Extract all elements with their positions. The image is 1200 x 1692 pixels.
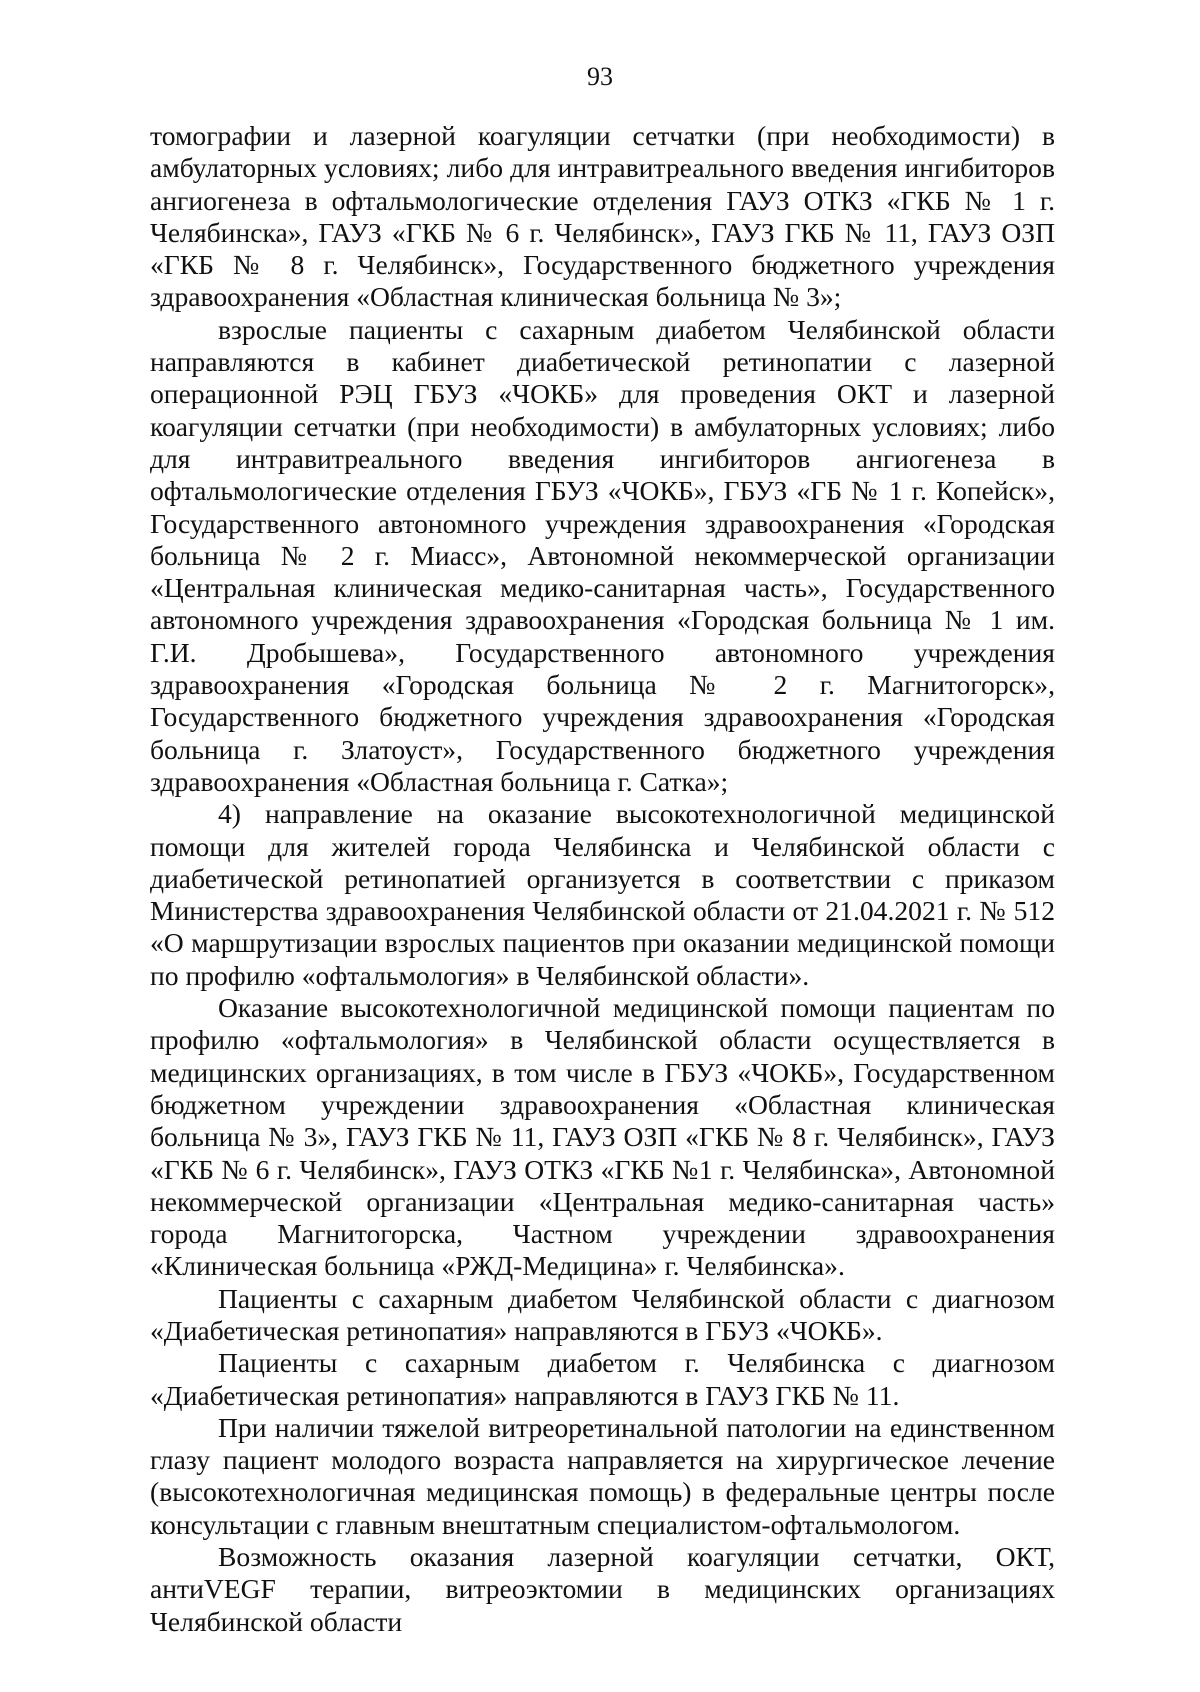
paragraph-continuation: томографии и лазерной коагуляции сетчатки (при необходимости) в амбулаторных условиях; либо для интравитреального введения ингибиторов ангиогенеза в офтальмологические отделения ГАУЗ ОТКЗ «ГКБ № 1 г. Челябинска», ГАУЗ «ГКБ № 6 г. Челябинск», ГАУЗ ГКБ № 11, ГАУЗ ОЗП «ГКБ № 8 г. Челябинск», Государственного бюджетного учреждения здравоохранения «Областная клиническая больница № 3»; [150, 120, 1055, 313]
paragraph: Возможность оказания лазерной коагуляции сетчатки, ОКТ, антиVEGF терапии, витреоэктомии в медицинских организациях Челябинской области [150, 1541, 1055, 1637]
paragraph: Оказание высокотехнологичной медицинской помощи пациентам по профилю «офтальмология» в Челябинской области осуществляется в медицинских организациях, в том числе в ГБУЗ «ЧОКБ», Государственном бюджетном учреждении здравоохранения «Областная клиническая больница № 3», ГАУЗ ГКБ № 11, ГАУЗ ОЗП «ГКБ № 8 г. Челябинск», ГАУЗ «ГКБ № 6 г. Челябинск», ГАУЗ ОТКЗ «ГКБ №1 г. Челябинска», Автономной некоммерческой организации «Центральная медико-санитарная часть» города Магнитогорска, Частном учреждении здравоохранения «Клиническая больница «РЖД-Медицина» г. Челябинска». [150, 992, 1055, 1282]
page-number: 93 [587, 62, 613, 91]
document-body [150, 120, 1055, 1638]
paragraph: При наличии тяжелой витреоретинальной патологии на единственном глазу пациент молодого возраста направляется на хирургическое лечение (высокотехнологичная медицинская помощь) в федеральные центры после консультации с главным внештатным специалистом-офтальмологом. [150, 1411, 1055, 1540]
paragraph: 4) направление на оказание высокотехнологичной медицинской помощи для жителей города Челябинска и Челябинской области с диабетической ретинопатией организуется в соответствии с приказом Министерства здравоохранения Челябинской области от 21.04.2021 г. № 512 «О маршрутизации взрослых пациентов при оказании медицинской помощи по профилю «офтальмология» в Челябинской области». [150, 798, 1055, 991]
paragraph: взрослые пациенты с сахарным диабетом Челябинской области направляются в кабинет диабетической ретинопатии с лазерной операционной РЭЦ ГБУЗ «ЧОКБ» для проведения ОКТ и лазерной коагуляции сетчатки (при необходимости) в амбулаторных условиях; либо для интравитреального введения ингибиторов ангиогенеза в офтальмологические отделения ГБУЗ «ЧОКБ», ГБУЗ «ГБ № 1 г. Копейск», Государственного автономного учреждения здравоохранения «Городская больница № 2 г. Миасс», Автономной некоммерческой организации «Центральная клиническая медико-санитарная часть», Государственного автономного учреждения здравоохранения «Городская больница № 1 им. Г.И. Дробышева», Государственного автономного учреждения здравоохранения «Городская больница № 2 г. Магнитогорск», Государственного бюджетного учреждения здравоохранения «Городская больница г. Златоуст», Государственного бюджетного учреждения здравоохранения «Областная больница г. Сатка»; [150, 313, 1055, 797]
paragraph: Пациенты с сахарным диабетом Челябинской области с диагнозом «Диабетическая ретинопатия» направляются в ГБУЗ «ЧОКБ». [150, 1282, 1055, 1346]
paragraph: Пациенты с сахарным диабетом г. Челябинска с диагнозом «Диабетическая ретинопатия» направляются в ГАУЗ ГКБ № 11. [150, 1347, 1055, 1411]
